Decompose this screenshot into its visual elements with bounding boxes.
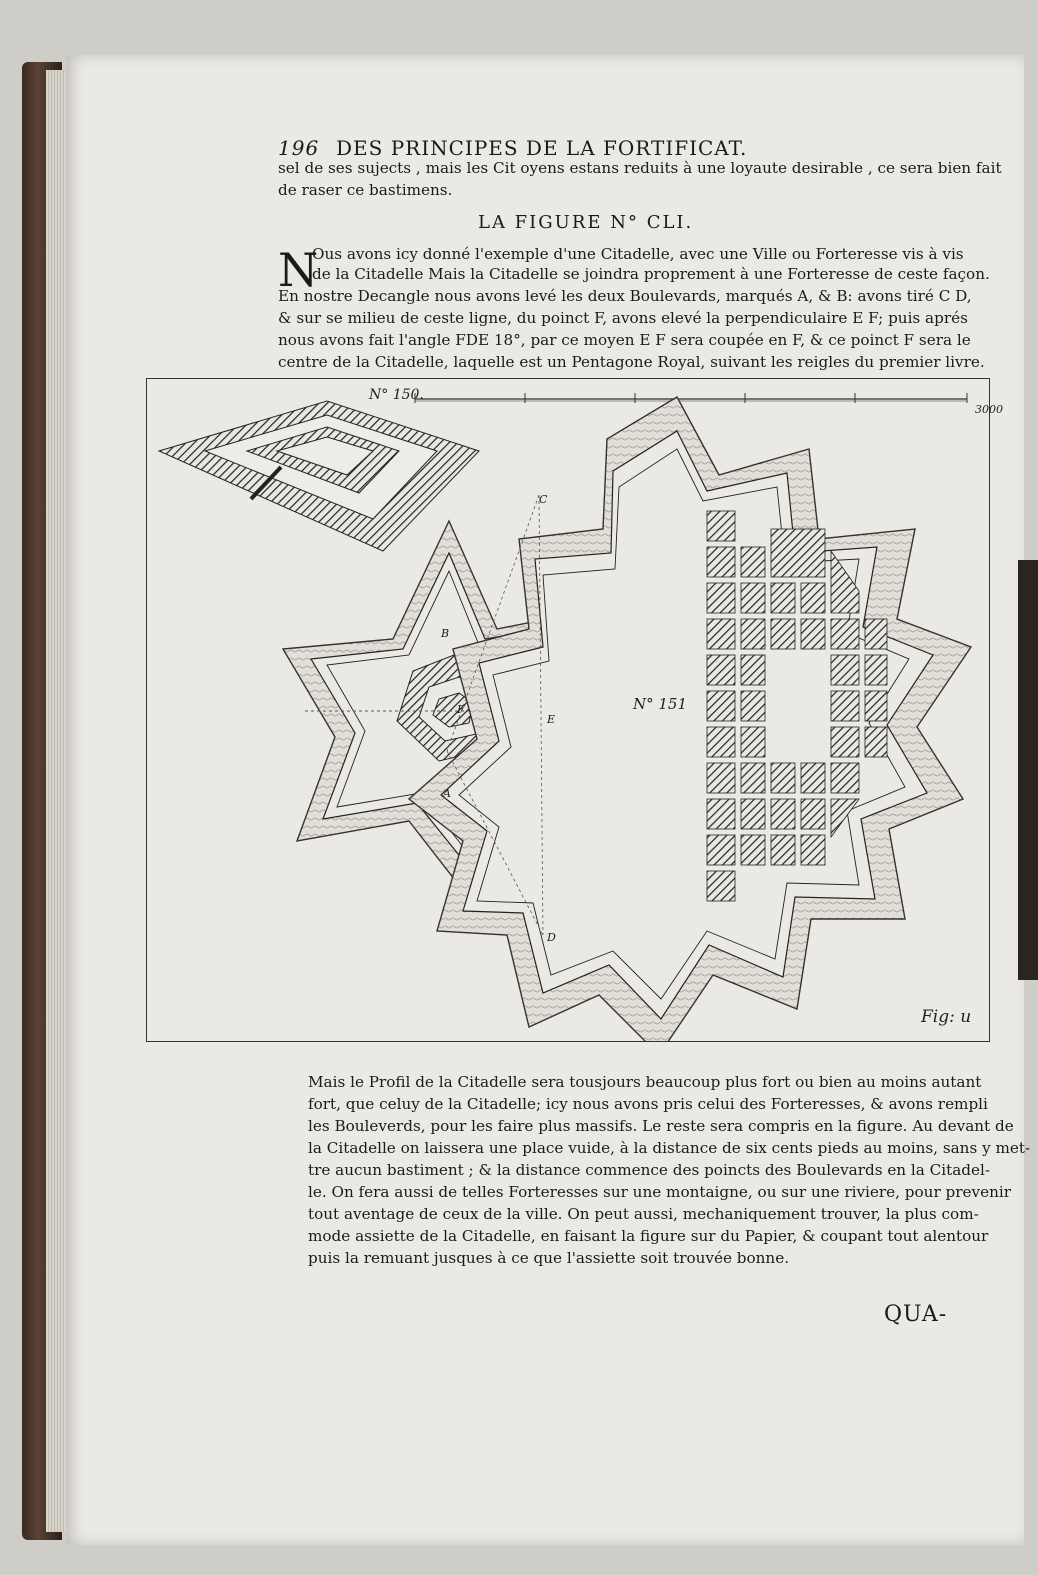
intro-line: sel de ses sujects , mais les Cit oyens estans reduits à une loyaute desirable , ce sera bien fait: [278, 159, 1002, 177]
letter-d: D: [547, 931, 556, 944]
letter-c: C: [539, 493, 548, 506]
paragraph-line: fort, que celuy de la Citadelle; icy nous avons pris celui des Forteresses, & avons rempli: [308, 1095, 988, 1113]
paragraph-line: mode assiette de la Citadelle, en faisant la figure sur du Papier, & coupant tout alentour: [308, 1227, 989, 1245]
paragraph-line: tre aucun bastiment ; & la distance commence des poincts des Boulevards en la Citadel-: [308, 1161, 990, 1179]
paragraph-line: la Citadelle on laissera une place vuide, à la distance de six cents pieds au moins, sans y met-: [308, 1139, 1031, 1157]
scale-end-label: 3000: [975, 403, 1003, 416]
page-number: 196: [278, 136, 320, 160]
profile-drawing: [159, 401, 479, 551]
letter-b: B: [441, 627, 450, 640]
running-header: [278, 136, 747, 160]
letter-f: F: [457, 703, 465, 716]
paragraph-line: les Bouleverds, pour les faire plus massifs. Le reste sera compris en la figure. Au devant de: [308, 1117, 1014, 1135]
paragraph-line: centre de la Citadelle, laquelle est un Pentagone Royal, suivant les reigles du premier livre.: [278, 353, 985, 371]
paragraph-line: Mais le Profil de la Citadelle sera tousjours beaucoup plus fort ou bien au moins autant: [308, 1073, 982, 1091]
intro-line: de raser ce bastimens.: [278, 181, 453, 199]
opposite-page-edge: [1018, 560, 1038, 980]
paragraph-line: & sur se milieu de ceste ligne, du poinct F, avons elevé la perpendiculaire E F; puis aprés: [278, 309, 968, 327]
fortification-engraving: [147, 379, 989, 1041]
plan-label: N° 151: [633, 695, 688, 713]
letter-e: E: [547, 713, 556, 726]
paragraph-line: En nostre Decangle nous avons levé les deux Boulevards, marqués A, & B: avons tiré C D,: [278, 287, 972, 305]
paragraph-line: puis la remuant jusques à ce que l'assiette soit trouvée bonne.: [308, 1249, 790, 1267]
paragraph-line: le. On fera aussi de telles Forteresses sur une montaigne, ou sur une riviere, pour prevenir: [308, 1183, 1011, 1201]
engraved-plate: [146, 378, 1003, 1042]
paragraph-line: Ous avons icy donné l'exemple d'une Citadelle, avec une Ville ou Forteresse vis à vis: [312, 245, 964, 263]
catchword: QUA-: [884, 1302, 948, 1327]
paragraph-line: tout aventage de ceux de la ville. On peut aussi, mechaniquement trouver, la plus com-: [308, 1205, 979, 1223]
paragraph-line: de la Citadelle Mais la Citadelle se joindra proprement à une Forteresse de ceste façon.: [312, 265, 990, 283]
drop-cap: N: [278, 243, 319, 297]
scale-label: N° 150.: [369, 387, 424, 403]
letter-a: A: [443, 787, 451, 800]
running-title: DES PRINCIPES DE LA FORTIFICAT.: [336, 136, 748, 160]
section-title: LA FIGURE N° CLI.: [478, 212, 694, 233]
paragraph-line: nous avons fait l'angle FDE 18°, par ce moyen E F sera coupée en F, & ce poinct F sera le: [278, 331, 971, 349]
figure-label: Fig: u: [921, 1007, 972, 1027]
